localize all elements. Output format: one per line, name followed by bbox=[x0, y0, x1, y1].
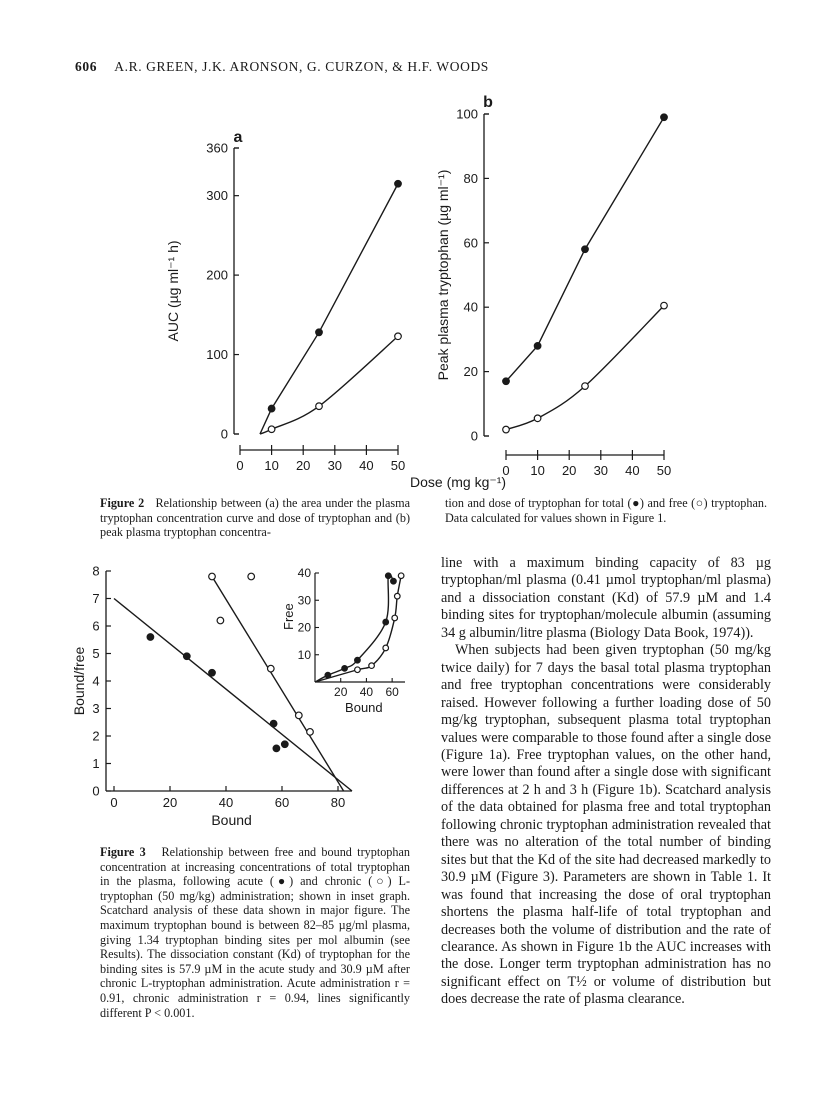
data-point-free bbox=[268, 426, 275, 433]
y-tick-label: 360 bbox=[206, 140, 228, 156]
body-text bbox=[441, 555, 771, 1009]
data-point-acute bbox=[282, 741, 289, 748]
inset-point-chronic bbox=[394, 593, 400, 599]
data-point-acute bbox=[270, 720, 277, 727]
y-tick-label: 5 bbox=[92, 646, 100, 661]
inset-point-acute bbox=[342, 666, 348, 672]
x-tick-label: 30 bbox=[327, 458, 343, 473]
figure-3-caption-text: Relationship between free and bound tryptophan concentration at increasing concentrations of total tryptophan in the plasma, following acute (●) and chronic (○) L-tryptophan (50 mg/kg) administration; shown in inset graph. Scatchard analysis of these data shown in major figure. The maximum tryptophan bound is between 82–85 µg/ml plasma, giving 1.34 tryptophan binding sites per mol albumin (see Results). The dissociation constant (Kd) of tryptophan for the binding sites is 57.9 µM in the acute study and 30.9 µM after chronic L-tryptophan administration. Acute administration r = 0.91, chronic administration r = 0.94, lines significantly different P < 0.001. bbox=[100, 845, 410, 1020]
y-tick-label: 0 bbox=[220, 426, 228, 442]
data-point-free bbox=[316, 403, 323, 410]
data-point-total bbox=[582, 246, 589, 253]
x-tick-label: 20 bbox=[162, 795, 178, 810]
data-point-free bbox=[503, 426, 510, 433]
figure-2-caption-text: Relationship between (a) the area under the plasma tryptophan concentration curve and dose of tryptophan and (b) peak plasma tryptophan concentra- bbox=[100, 496, 410, 540]
figure-2a-chart bbox=[150, 120, 430, 473]
inset-point-chronic bbox=[355, 667, 361, 673]
data-point-total bbox=[661, 114, 668, 121]
y-axis-label: AUC (µg ml⁻¹ h) bbox=[165, 240, 181, 342]
inset-point-chronic bbox=[398, 573, 404, 579]
data-point-total bbox=[268, 405, 275, 412]
y-axis-label: Peak plasma tryptophan (µg ml⁻¹) bbox=[435, 169, 451, 381]
data-point-acute bbox=[209, 669, 216, 676]
inset-y-tick-label: 30 bbox=[297, 593, 311, 608]
series-line-free bbox=[506, 306, 664, 430]
panel-label: a bbox=[233, 129, 243, 146]
inset-point-acute bbox=[383, 619, 389, 625]
y-tick-label: 2 bbox=[92, 728, 100, 744]
inset-y-axis-label: Free bbox=[281, 603, 296, 630]
x-tick-label: 30 bbox=[593, 463, 609, 478]
figure-3-chart bbox=[60, 560, 440, 840]
inset-point-chronic bbox=[369, 663, 375, 669]
y-tick-label: 60 bbox=[463, 235, 478, 251]
data-point-total bbox=[534, 343, 541, 350]
inset-y-tick-label: 20 bbox=[297, 620, 311, 635]
inset-point-chronic bbox=[383, 645, 389, 651]
figure-2b-chart bbox=[430, 94, 690, 478]
x-tick-label: 10 bbox=[264, 458, 279, 473]
x-tick-label: 40 bbox=[625, 463, 640, 478]
y-tick-label: 6 bbox=[92, 618, 100, 634]
figure-2-caption-title: Figure 2 bbox=[100, 496, 145, 510]
y-tick-label: 0 bbox=[92, 783, 100, 799]
page-number: 606 bbox=[75, 59, 98, 74]
data-point-acute bbox=[147, 634, 154, 641]
y-tick-label: 1 bbox=[92, 756, 100, 771]
data-point-chronic bbox=[209, 573, 216, 580]
figure-2-x-axis-label: Dose (mg kg⁻¹) bbox=[410, 474, 507, 490]
inset-x-axis-label: Bound bbox=[345, 700, 383, 715]
x-tick-label: 10 bbox=[530, 463, 545, 478]
inset-point-acute bbox=[355, 657, 361, 663]
figure-2-caption-left bbox=[100, 496, 410, 540]
panel-label: b bbox=[483, 94, 493, 111]
figure-2-caption-right: tion and dose of tryptophan for total (●) and free (○) tryptophan. Data calculated for values shown in Figure 1. bbox=[445, 496, 767, 525]
data-point-chronic bbox=[268, 665, 275, 672]
inset-point-chronic bbox=[392, 615, 398, 621]
x-tick-label: 20 bbox=[561, 463, 577, 478]
page-header bbox=[75, 59, 489, 75]
y-tick-label: 80 bbox=[463, 170, 478, 186]
body-paragraph-1: line with a maximum binding capacity of 83 µg tryptophan/ml plasma (0.41 µmol tryptophan/ml plasma) and a dissociation constant (Kd) of 57.9 µM and 1.4 binding sites for tryptophan/molecule albumin (assuming 34 g albumin/litre plasma (Biology Data Book, 1974)). bbox=[441, 555, 771, 641]
data-point-chronic bbox=[307, 729, 314, 736]
inset-point-acute bbox=[391, 578, 397, 584]
x-tick-label: 40 bbox=[359, 458, 374, 473]
x-tick-label: 40 bbox=[218, 795, 234, 810]
y-tick-label: 0 bbox=[470, 428, 478, 444]
data-point-free bbox=[661, 302, 668, 309]
y-tick-label: 300 bbox=[206, 188, 228, 204]
y-axis-label: Bound/free bbox=[71, 646, 87, 716]
running-authors: A.R. GREEN, J.K. ARONSON, G. CURZON, & H.F. WOODS bbox=[114, 59, 489, 74]
inset-x-tick-label: 20 bbox=[334, 685, 348, 699]
series-line-total bbox=[260, 184, 398, 434]
data-point-free bbox=[582, 383, 589, 390]
inset-y-tick-label: 10 bbox=[297, 647, 311, 662]
data-point-total bbox=[503, 378, 510, 385]
data-point-free bbox=[395, 333, 402, 340]
x-tick-label: 0 bbox=[502, 463, 510, 478]
inset-point-acute bbox=[385, 573, 391, 579]
y-tick-label: 3 bbox=[92, 701, 100, 716]
x-axis-label: Bound bbox=[211, 812, 252, 828]
inset-x-tick-label: 60 bbox=[385, 685, 399, 699]
x-tick-label: 0 bbox=[110, 795, 118, 810]
series-line-free bbox=[260, 336, 398, 434]
x-tick-label: 80 bbox=[330, 795, 346, 810]
x-tick-label: 50 bbox=[656, 463, 672, 478]
figure-3-caption bbox=[100, 845, 410, 1020]
regression-line-chronic bbox=[212, 577, 344, 792]
x-tick-label: 0 bbox=[236, 458, 244, 473]
data-point-free bbox=[534, 415, 541, 422]
data-point-total bbox=[316, 329, 323, 336]
inset-x-tick-label: 40 bbox=[359, 685, 374, 699]
y-tick-label: 20 bbox=[463, 364, 478, 380]
inset-curve-acute bbox=[315, 574, 393, 682]
y-tick-label: 8 bbox=[92, 563, 100, 579]
data-point-chronic bbox=[217, 617, 224, 624]
x-tick-label: 20 bbox=[295, 458, 311, 473]
y-tick-label: 100 bbox=[456, 106, 478, 122]
x-tick-label: 50 bbox=[390, 458, 406, 473]
figure-3-caption-title: Figure 3 bbox=[100, 845, 146, 859]
y-tick-label: 200 bbox=[206, 267, 228, 283]
x-tick-label: 60 bbox=[274, 795, 290, 810]
data-point-chronic bbox=[248, 573, 255, 580]
y-tick-label: 40 bbox=[463, 299, 478, 315]
data-point-acute bbox=[184, 653, 191, 660]
y-tick-label: 4 bbox=[92, 673, 100, 689]
data-point-acute bbox=[273, 745, 280, 752]
body-paragraph-2: When subjects had been given tryptophan (50 mg/kg twice daily) for 7 days the basal total plasma tryptophan and free tryptophan concentrations were considerably raised. However following a further loading dose of 50 mg/kg tryptophan, subsequent plasma total tryptophan values were comparable to those found after a single dose (Figure 1a). Free tryptophan values, on the other hand, were lower than found after a single dose with significant differences at 2 h and 3 h (Figure 1b). Scatchard analysis of the data obtained for plasma free and total tryptophan following chronic tryptophan administration revealed that there was no alteration of the total number of binding sites but that the Kd of the site had decreased markedly to 30.9 µM (Figure 3). Parameters are shown in Table 1. It was found that increasing the dose of oral tryptophan shortens the plasma half-life of total tryptophan and decreases both the volume of distribution and the rate of clearance. As shown in Figure 1b the AUC increases with the dose. Longer term tryptophan administration has no significant effect on T½ or volume of distribution but does decrease the rate of plasma clearance. bbox=[441, 642, 771, 1008]
data-point-chronic bbox=[296, 712, 303, 719]
y-tick-label: 7 bbox=[92, 591, 100, 606]
y-tick-label: 100 bbox=[206, 347, 228, 363]
data-point-total bbox=[395, 180, 402, 187]
inset-y-tick-label: 40 bbox=[297, 566, 311, 580]
